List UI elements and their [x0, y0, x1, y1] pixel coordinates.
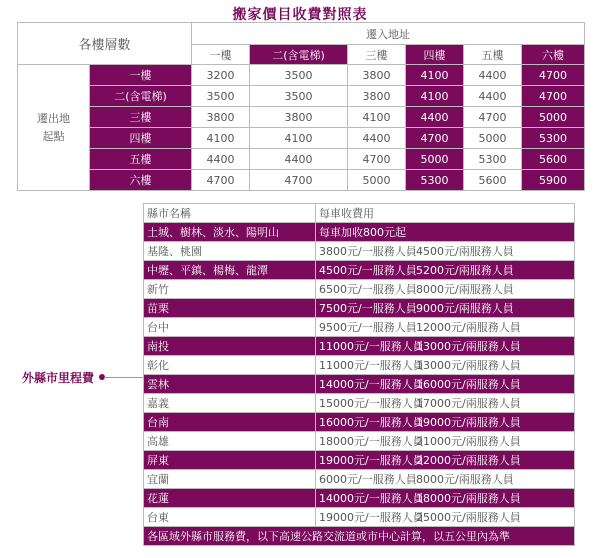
price-cell: 5000	[464, 128, 522, 149]
price-cell: 4100	[406, 86, 464, 107]
price-cell: 4700	[406, 128, 464, 149]
price-cell: 3800	[348, 86, 406, 107]
fee-two-staff: 4500元/兩服務人員	[416, 245, 514, 258]
fee-one-staff: 15000元/一服務人員	[319, 397, 424, 410]
col-header: 四樓	[406, 45, 464, 65]
price-cell: 4100	[406, 65, 464, 86]
county-fee	[316, 318, 575, 337]
county-row	[144, 432, 575, 451]
fee-one-staff: 18000元/一服務人員	[319, 435, 424, 448]
fee-two-staff: 8000元/兩服務人員	[416, 473, 514, 486]
price-cell: 5300	[406, 170, 464, 191]
table-row	[18, 128, 585, 149]
price-cell: 4100	[192, 128, 250, 149]
fee-two-staff: 9000元/兩服務人員	[416, 302, 514, 315]
county-name: 高雄	[144, 432, 316, 451]
price-cell: 4100	[250, 128, 348, 149]
row-header: 四樓	[90, 128, 192, 149]
col-header: 三樓	[348, 45, 406, 65]
county-row	[144, 318, 575, 337]
county-fee	[316, 413, 575, 432]
county-fee	[316, 375, 575, 394]
county-row	[144, 508, 575, 527]
col-header: 一樓	[192, 45, 250, 65]
floor-price-table	[17, 22, 585, 191]
county-name: 彰化	[144, 356, 316, 375]
county-footer-note: 各區域外縣市服務費，以下高速公路交流道或市中心計算，以五公里內為準	[144, 527, 575, 546]
county-row	[144, 356, 575, 375]
fee-two-staff: 25000元/兩服務人員	[416, 511, 521, 524]
county-name: 土城、樹林、淡水、陽明山	[144, 223, 316, 242]
price-cell: 4700	[464, 107, 522, 128]
county-row	[144, 223, 575, 242]
floor-count-label: 各樓層數	[18, 23, 192, 65]
price-cell: 4700	[348, 149, 406, 170]
price-cell: 5300	[464, 149, 522, 170]
fee-two-staff: 16000元/兩服務人員	[416, 378, 521, 391]
county-fee	[316, 337, 575, 356]
fee-two-staff: 8000元/兩服務人員	[416, 283, 514, 296]
price-cell: 4400	[192, 149, 250, 170]
row-header: 六樓	[90, 170, 192, 191]
county-name: 基隆、桃園	[144, 242, 316, 261]
destination-label: 遷入地址	[192, 23, 585, 45]
county-name: 雲林	[144, 375, 316, 394]
fee-two-staff: 18000元/兩服務人員	[416, 492, 521, 505]
county-name: 台南	[144, 413, 316, 432]
fee-two-staff: 22000元/兩服務人員	[416, 454, 521, 467]
fee-two-staff: 19000元/兩服務人員	[416, 416, 521, 429]
fee-one-staff: 每車加收800元起	[319, 226, 406, 239]
county-row	[144, 375, 575, 394]
connector-line	[104, 377, 144, 378]
col-header: 六樓	[522, 45, 585, 65]
county-row	[144, 280, 575, 299]
price-cell: 4400	[464, 86, 522, 107]
county-name: 台中	[144, 318, 316, 337]
county-row	[144, 394, 575, 413]
table-row	[18, 170, 585, 191]
fee-one-staff: 6000元/一服務人員	[319, 473, 417, 486]
origin-label-line2: 起點	[42, 129, 65, 143]
county-row	[144, 489, 575, 508]
fee-one-staff: 19000元/一服務人員	[319, 454, 424, 467]
price-cell: 3500	[250, 65, 348, 86]
county-fee	[316, 432, 575, 451]
county-fee-header: 每車收費用	[316, 204, 575, 223]
county-fee	[316, 470, 575, 489]
price-cell: 4400	[464, 65, 522, 86]
county-name: 新竹	[144, 280, 316, 299]
price-cell: 3500	[192, 86, 250, 107]
price-cell: 5300	[522, 128, 585, 149]
row-header: 三樓	[90, 107, 192, 128]
price-cell: 4400	[406, 107, 464, 128]
county-fee	[316, 261, 575, 280]
county-fee-label: 外縣市里程費	[22, 371, 95, 385]
price-cell: 3500	[250, 86, 348, 107]
county-name-header: 縣市名稱	[144, 204, 316, 223]
fee-two-staff: 12000元/兩服務人員	[416, 321, 521, 334]
fee-one-staff: 11000元/一服務人員	[319, 359, 424, 372]
county-footer-row	[144, 527, 575, 546]
county-fee-table	[143, 203, 575, 546]
county-fee	[316, 242, 575, 261]
county-fee	[316, 451, 575, 470]
county-row	[144, 470, 575, 489]
county-fee	[316, 299, 575, 318]
table-row	[18, 86, 585, 107]
county-fee	[316, 223, 575, 242]
county-row	[144, 451, 575, 470]
price-cell: 3800	[348, 65, 406, 86]
price-cell: 3800	[250, 107, 348, 128]
col-header: 二(含電梯)	[250, 45, 348, 65]
county-name: 台東	[144, 508, 316, 527]
fee-one-staff: 7500元/一服務人員	[319, 302, 417, 315]
county-name: 苗栗	[144, 299, 316, 318]
county-name: 嘉義	[144, 394, 316, 413]
price-cell: 4700	[250, 170, 348, 191]
county-row	[144, 413, 575, 432]
fee-one-staff: 6500元/一服務人員	[319, 283, 417, 296]
county-row	[144, 261, 575, 280]
price-cell: 4700	[522, 86, 585, 107]
fee-two-staff: 21000元/兩服務人員	[416, 435, 521, 448]
price-cell: 5000	[348, 170, 406, 191]
fee-one-staff: 14000元/一服務人員	[319, 492, 424, 505]
fee-two-staff: 13000元/兩服務人員	[416, 359, 521, 372]
price-cell: 3800	[192, 107, 250, 128]
fee-two-staff: 5200元/兩服務人員	[416, 264, 514, 277]
county-fee	[316, 280, 575, 299]
fee-one-staff: 19000元/一服務人員	[319, 511, 424, 524]
origin-label-line1: 遷出地	[37, 111, 70, 125]
page-title: 搬家價目收費對照表	[232, 7, 368, 23]
fee-one-staff: 11000元/一服務人員	[319, 340, 424, 353]
price-cell: 4400	[348, 128, 406, 149]
price-cell: 4100	[348, 107, 406, 128]
county-name: 中壢、平鎮、楊梅、龍潭	[144, 261, 316, 280]
fee-one-staff: 3800元/一服務人員	[319, 245, 417, 258]
fee-two-staff: 13000元/兩服務人員	[416, 340, 521, 353]
price-cell: 5000	[406, 149, 464, 170]
price-cell: 5600	[522, 149, 585, 170]
table-row	[18, 149, 585, 170]
price-cell: 4700	[522, 65, 585, 86]
county-fee	[316, 489, 575, 508]
price-cell: 4400	[250, 149, 348, 170]
county-row	[144, 242, 575, 261]
table-row	[18, 107, 585, 128]
county-name: 宜蘭	[144, 470, 316, 489]
table-row	[18, 65, 585, 86]
price-cell: 4700	[192, 170, 250, 191]
county-fee	[316, 508, 575, 527]
county-name: 花蓮	[144, 489, 316, 508]
fee-two-staff: 17000元/兩服務人員	[416, 397, 521, 410]
county-fee	[316, 394, 575, 413]
price-cell: 5000	[522, 107, 585, 128]
fee-one-staff: 9500元/一服務人員	[319, 321, 417, 334]
row-header: 一樓	[90, 65, 192, 86]
price-cell: 5900	[522, 170, 585, 191]
row-header: 五樓	[90, 149, 192, 170]
fee-one-staff: 14000元/一服務人員	[319, 378, 424, 391]
origin-label	[18, 65, 90, 191]
price-cell: 5600	[464, 170, 522, 191]
county-row	[144, 337, 575, 356]
county-name: 南投	[144, 337, 316, 356]
county-fee	[316, 356, 575, 375]
county-name: 屏東	[144, 451, 316, 470]
county-header-row	[144, 204, 575, 223]
col-header: 五樓	[464, 45, 522, 65]
fee-one-staff: 4500元/一服務人員	[319, 264, 417, 277]
county-row	[144, 299, 575, 318]
fee-one-staff: 16000元/一服務人員	[319, 416, 424, 429]
row-header: 二(含電梯)	[90, 86, 192, 107]
price-cell: 3200	[192, 65, 250, 86]
